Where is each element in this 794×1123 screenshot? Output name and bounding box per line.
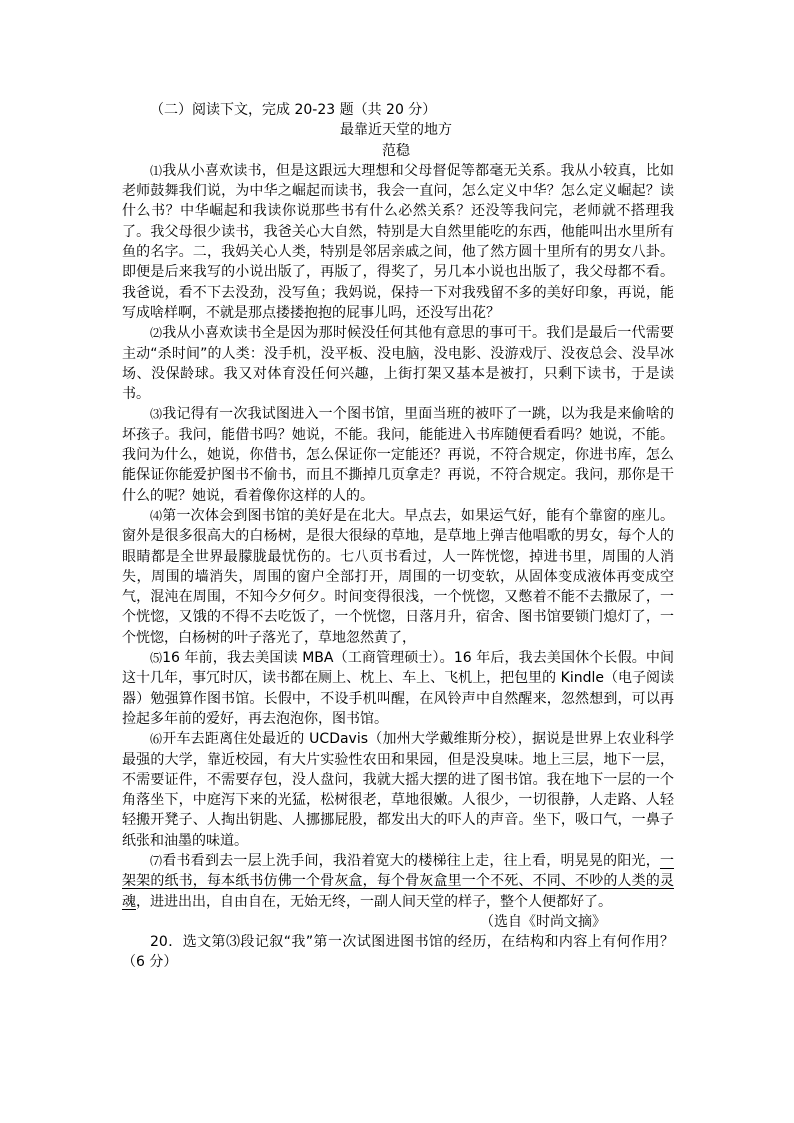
document-page [122, 100, 674, 973]
paragraph-number: ⑸ [150, 651, 163, 666]
paragraph-text: 16 年前，我去美国读 MBA（工商管理硕士）。16 年后，我去美国休个长假。中间这十几年，事冗时仄，读书都在厕上、枕上、车上、飞机上，把包里的 Kindle（电子阅读器）勉强算作图书馆。长假中，不设手机叫醒，在风铃声中自然醒来，忽然想到，可以再捡起多年前的爱好，再去泡泡你，图书馆。 [122, 650, 674, 727]
paragraph-1 [122, 161, 674, 323]
question-20 [122, 932, 674, 973]
paragraph-number: ⑶ [150, 407, 163, 422]
paragraph-text: 第一次体会到图书馆的美好是在北大。早点去，如果运气好，能有个靠窗的座儿。窗外是很多很高大的白杨树，是很大很绿的草地，是草地上弹吉他唱歌的男女，每个人的眼睛都是全世界最朦胧最忧伤的。七八页书看过，人一阵恍惚，掉进书里，周围的人消失，周围的墙消失，周围的窗户全部打开，周围的一切变软，从固体变成液体再变成空气，混沌在周围，不知今夕何夕。时间变得很浅，一个恍惚，又憋着不能不去撒尿了，一个恍惚，又饿的不得不去吃饭了，一个恍惚，日落月升，宿舍、图书馆要锁门熄灯了，一个恍惚，白杨树的叶子落光了，草地忽然黄了， [122, 507, 674, 646]
paragraph-number: ⑴ [150, 163, 163, 178]
paragraph-5 [122, 648, 674, 729]
paragraph-text: 我记得有一次我试图进入一个图书馆，里面当班的被吓了一跳，以为我是来偷啥的坏孩子。我问，能借书吗？她说，不能。我问，能能进入书库随便看看吗？她说，不能。我问为什么，她说，你借书，怎么保证你一定能还？再说，不符合规定，你进书库，怎么能保证你能爱护图书不偷书，而且不撕掉几页拿走？再说，不符合规定。我问，那你是干什么的呢？她说，看着像你这样的人的。 [122, 406, 674, 504]
paragraph-number: ⑷ [150, 508, 163, 523]
paragraph-text: 看书看到去一层上洗手间，我沿着宽大的楼梯往上走，往上看，明晃晃的阳光， [162, 852, 660, 869]
article-author: 范稳 [382, 142, 410, 159]
paragraph-4 [122, 506, 674, 648]
paragraph-text: 开车去距离住处最近的 UCDavis（加州大学戴维斯分校），据说是世界上农业科学最强的大学，靠近校园，有大片实验性农田和果园，但是没臭味。地上三层，地下一层，不需要证件，不需要存包，没人盘问，我就大摇大摆的进了图书馆。我在地下一层的一个角落坐下，中庭泻下来的光猛，松树很老，草地很嫩。人很少，一切很静，人走路、人轻轻搬开凳子、人掏出钥匙、人挪挪屁股，都发出大的吓人的声音。坐下，吸口气，一鼻子纸张和油墨的味道。 [122, 731, 674, 849]
article-title: 最靠近天堂的地方 [340, 122, 452, 139]
paragraph-6 [122, 729, 674, 851]
section-header: （二）阅读下文，完成 20-23 题（共 20 分） [150, 102, 437, 118]
question-text: 选文第⑶段记叙“我”第一次试图进图书馆的经历，在结构和内容上有何作用？（6 分） [122, 934, 674, 971]
paragraph-7 [122, 851, 674, 912]
source-citation: （选自《时尚文摘》 [480, 913, 606, 930]
paragraph-number: ⑵ [150, 326, 163, 341]
paragraph-text: 我从小喜欢读书全是因为那时候没任何其他有意思的事可干。我们是最后一代需要主动“杀时间”的人类：没手机，没平板、没电脑，没电影、没游戏厅、没夜总会、没旱冰场、没保龄球。我又对体育没任何兴趣，上街打架又基本是被打，只剩下读书，于是读书。 [122, 325, 674, 403]
paragraph-3 [122, 404, 674, 505]
paragraph-number: ⑹ [150, 732, 163, 747]
question-number: 20． [150, 934, 183, 951]
paragraph-text: 我从小喜欢读书，但是这跟远大理想和父母督促等都毫无关系。我从小较真，比如老师鼓舞我们说，为中华之崛起而读书，我会一直问，怎么定义中华？怎么定义崛起？读什么书？中华崛起和我读你说那些书有什么必然关系？还没等我问完，老师就不搭理我了。我父母很少读书，我爸关心大自然，特别是大自然里能吃的东西，他能叫出水里所有鱼的名字。二，我妈关心人类，特别是邻居亲戚之间，他了然方圆十里所有的男女八卦。即便是后来我写的小说出版了，再版了，得奖了，另几本小说也出版了，我父母都不看。我爸说，看不下去没劲，没写鱼；我妈说，保持一下对我残留不多的美好印象，再说，能写成啥样啊，不就是那点搂搂抱抱的屁事儿吗，还没写出花？ [122, 162, 674, 321]
paragraph-text: ，进进出出，自由自在，无始无终，一副人间天堂的样子，整个人便都好了。 [136, 893, 612, 910]
paragraph-number: ⑺ [150, 853, 163, 868]
paragraph-2 [122, 323, 674, 404]
underlined-sentence: 一架架的纸书，每本纸书仿佛一个骨灰盒，每个骨灰盒里一个不死、不同、不吵的人类的灵魂 [122, 852, 674, 910]
